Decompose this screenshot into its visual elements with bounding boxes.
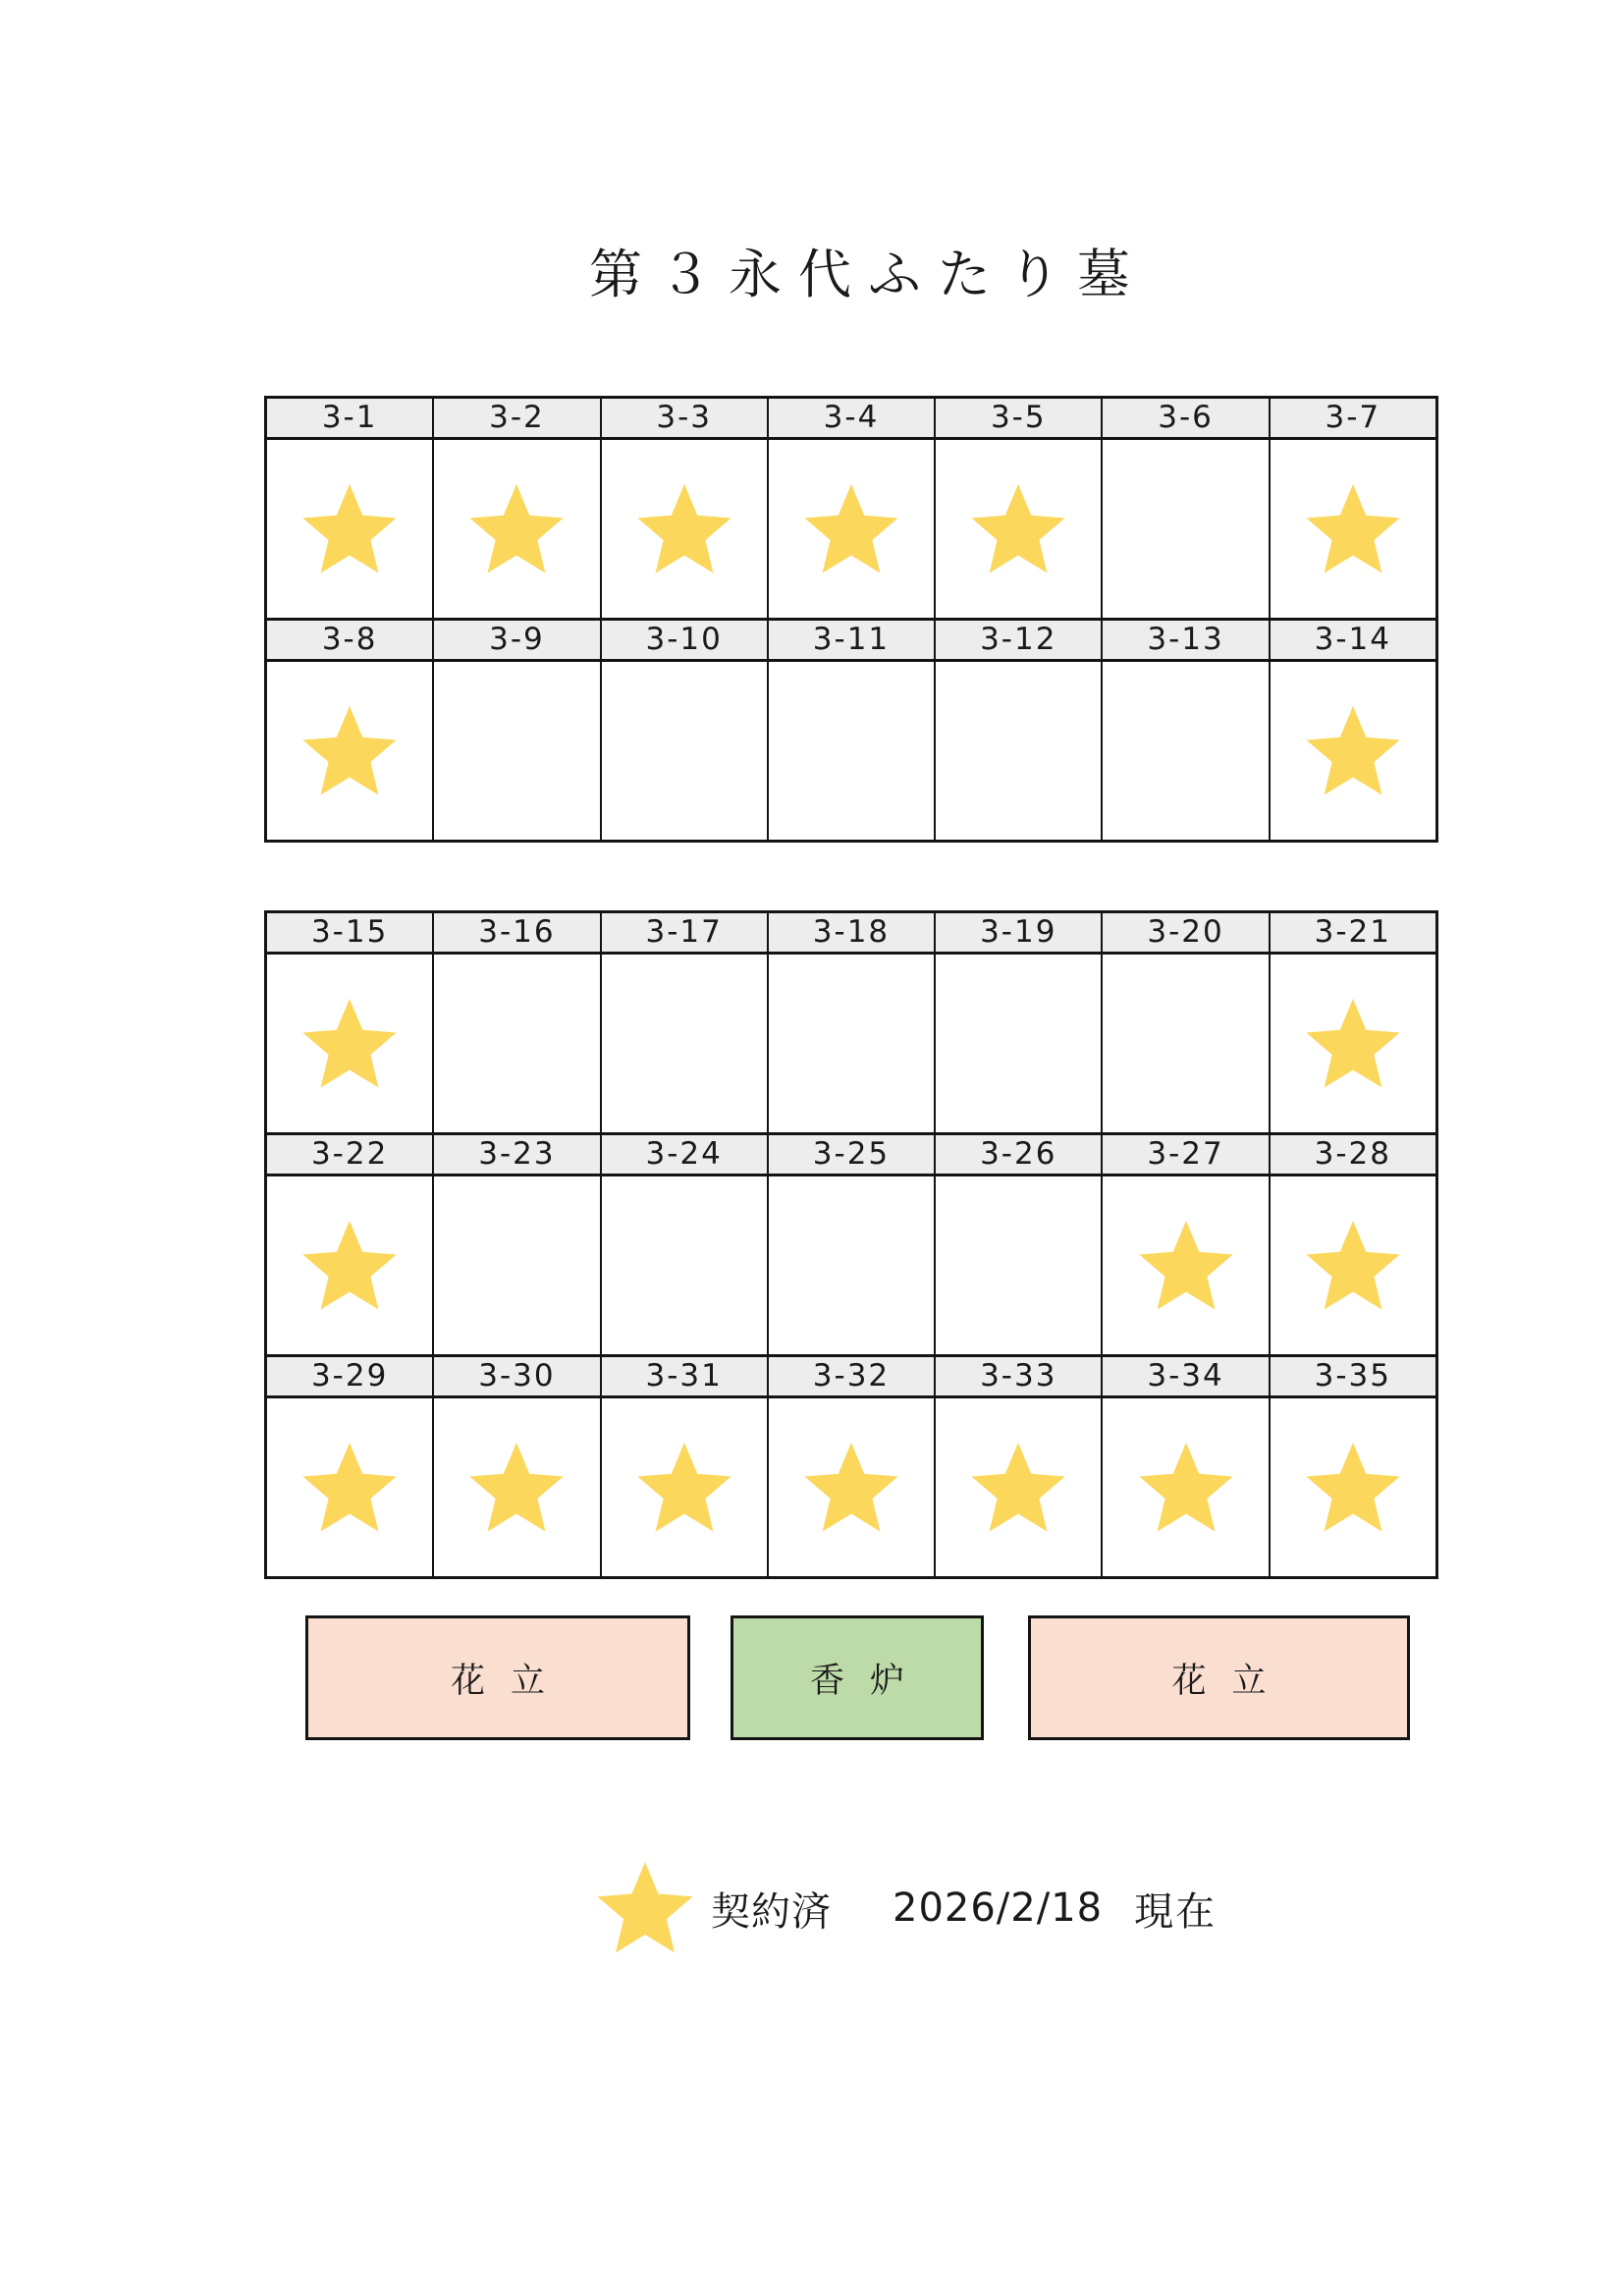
plot-header-3-34: 3-34 — [1103, 1357, 1270, 1395]
plot-header-3-6: 3-6 — [1103, 399, 1270, 437]
plot-cell-3-4 — [769, 440, 936, 618]
plot-cell-3-29 — [267, 1398, 434, 1576]
plot-grid-lower — [264, 910, 1438, 1579]
plot-cell-3-17 — [602, 955, 769, 1132]
plot-cell-row — [267, 1398, 1435, 1576]
plot-header-3-23: 3-23 — [434, 1135, 601, 1174]
plot-cell-3-19 — [936, 955, 1103, 1132]
plot-header-3-17: 3-17 — [602, 913, 769, 952]
plot-header-3-13: 3-13 — [1103, 621, 1270, 659]
star-icon — [635, 1443, 733, 1533]
plot-cell-3-35 — [1271, 1398, 1435, 1576]
plot-header-3-5: 3-5 — [936, 399, 1103, 437]
plot-header-3-25: 3-25 — [769, 1135, 936, 1174]
plot-header-3-11: 3-11 — [769, 621, 936, 659]
plot-cell-3-33 — [936, 1398, 1103, 1576]
plot-header-row — [267, 618, 1435, 662]
plot-cell-3-20 — [1103, 955, 1270, 1132]
star-icon — [300, 706, 399, 796]
plot-cell-3-13 — [1103, 662, 1270, 840]
star-icon — [300, 1221, 399, 1311]
plot-cell-3-22 — [267, 1176, 434, 1354]
star-icon — [1137, 1221, 1235, 1311]
incense-burner-label: 香炉 — [809, 1661, 930, 1701]
star-icon — [1304, 1221, 1402, 1311]
plot-header-3-10: 3-10 — [602, 621, 769, 659]
plot-cell-3-23 — [434, 1176, 601, 1354]
plot-header-3-14: 3-14 — [1314, 622, 1391, 657]
plot-cell-3-6 — [1103, 440, 1270, 618]
plot-cell-3-8 — [267, 662, 434, 840]
plot-cell-3-32 — [769, 1398, 936, 1576]
plot-header-3-20: 3-20 — [1103, 913, 1270, 952]
legend-date: 2026/2/18 — [893, 1886, 1104, 1931]
plot-header-3-32: 3-32 — [769, 1357, 936, 1395]
plot-cell-3-5 — [936, 440, 1103, 618]
plot-cell-3-26 — [936, 1176, 1103, 1354]
plot-cell-3-12 — [936, 662, 1103, 840]
plot-cell-3-10 — [602, 662, 769, 840]
plot-cell-3-18 — [769, 955, 936, 1132]
plot-cell-3-7 — [1271, 440, 1435, 618]
plot-cell-3-9 — [434, 662, 601, 840]
plot-header-3-7: 3-7 — [1325, 400, 1381, 435]
plot-header-row — [267, 1354, 1435, 1398]
plot-header-3-35: 3-35 — [1314, 1358, 1391, 1394]
star-icon — [802, 1443, 900, 1533]
star-icon — [300, 999, 399, 1089]
star-icon — [300, 1443, 399, 1533]
star-icon — [595, 1862, 695, 1954]
plot-grid-upper — [264, 396, 1438, 843]
plot-cell-3-15 — [267, 955, 434, 1132]
plot-header-3-4: 3-4 — [769, 399, 936, 437]
star-icon — [467, 1443, 566, 1533]
plot-header-3-16: 3-16 — [434, 913, 601, 952]
incense-burner — [731, 1615, 984, 1740]
plot-header-3-33: 3-33 — [936, 1357, 1103, 1395]
plot-header-3-1: 3-1 — [267, 399, 434, 437]
star-icon — [969, 484, 1067, 574]
plot-header-3-15: 3-15 — [267, 913, 434, 952]
plot-header-3-28: 3-28 — [1314, 1136, 1391, 1172]
plot-header-row — [267, 1132, 1435, 1176]
plot-cell-row — [267, 440, 1435, 618]
plot-header-3-19: 3-19 — [936, 913, 1103, 952]
plot-cell-3-31 — [602, 1398, 769, 1576]
plot-header-3-2: 3-2 — [434, 399, 601, 437]
plot-cell-row — [267, 662, 1435, 840]
plot-header-3-9: 3-9 — [434, 621, 601, 659]
plot-cell-3-30 — [434, 1398, 601, 1576]
star-icon — [300, 484, 399, 574]
plot-cell-row — [267, 1176, 1435, 1354]
plot-header-3-22: 3-22 — [267, 1135, 434, 1174]
plot-cell-3-27 — [1103, 1176, 1270, 1354]
star-icon — [467, 484, 566, 574]
plot-header-3-21: 3-21 — [1314, 914, 1391, 950]
plot-cell-3-24 — [602, 1176, 769, 1354]
legend-reserved-label: 契約済 — [711, 1888, 832, 1935]
star-icon — [1304, 706, 1402, 796]
star-icon — [1304, 1443, 1402, 1533]
plot-cell-3-3 — [602, 440, 769, 618]
star-icon — [1304, 999, 1402, 1089]
plot-cell-row — [267, 955, 1435, 1132]
flower-stand-right-label: 花立 — [1171, 1661, 1292, 1701]
flower-stand-left-label: 花立 — [450, 1661, 570, 1701]
star-icon — [635, 484, 733, 574]
plot-header-row — [267, 399, 1435, 440]
plot-cell-3-1 — [267, 440, 434, 618]
plot-header-3-8: 3-8 — [267, 621, 434, 659]
plot-cell-3-2 — [434, 440, 601, 618]
plot-header-3-3: 3-3 — [602, 399, 769, 437]
plot-cell-3-28 — [1271, 1176, 1435, 1354]
plot-cell-3-34 — [1103, 1398, 1270, 1576]
page-title: 第３永代ふたり墓 — [589, 244, 1147, 305]
plot-header-3-29: 3-29 — [267, 1357, 434, 1395]
plot-cell-3-11 — [769, 662, 936, 840]
flower-stand-left — [305, 1615, 690, 1740]
flower-stand-right — [1028, 1615, 1410, 1740]
plot-header-3-31: 3-31 — [602, 1357, 769, 1395]
plot-cell-3-21 — [1271, 955, 1435, 1132]
star-icon — [1304, 484, 1402, 574]
legend — [595, 1862, 1217, 1954]
plot-header-3-24: 3-24 — [602, 1135, 769, 1174]
plot-header-3-26: 3-26 — [936, 1135, 1103, 1174]
star-icon — [969, 1443, 1067, 1533]
legend-date-suffix: 現在 — [1134, 1888, 1218, 1935]
star-icon — [802, 484, 900, 574]
plot-cell-3-25 — [769, 1176, 936, 1354]
plot-cell-3-14 — [1271, 662, 1435, 840]
plot-header-row — [267, 913, 1435, 955]
plot-header-3-12: 3-12 — [936, 621, 1103, 659]
star-icon — [1137, 1443, 1235, 1533]
plot-header-3-27: 3-27 — [1103, 1135, 1270, 1174]
plot-cell-3-16 — [434, 955, 601, 1132]
plot-header-3-18: 3-18 — [769, 913, 936, 952]
plot-header-3-30: 3-30 — [434, 1357, 601, 1395]
